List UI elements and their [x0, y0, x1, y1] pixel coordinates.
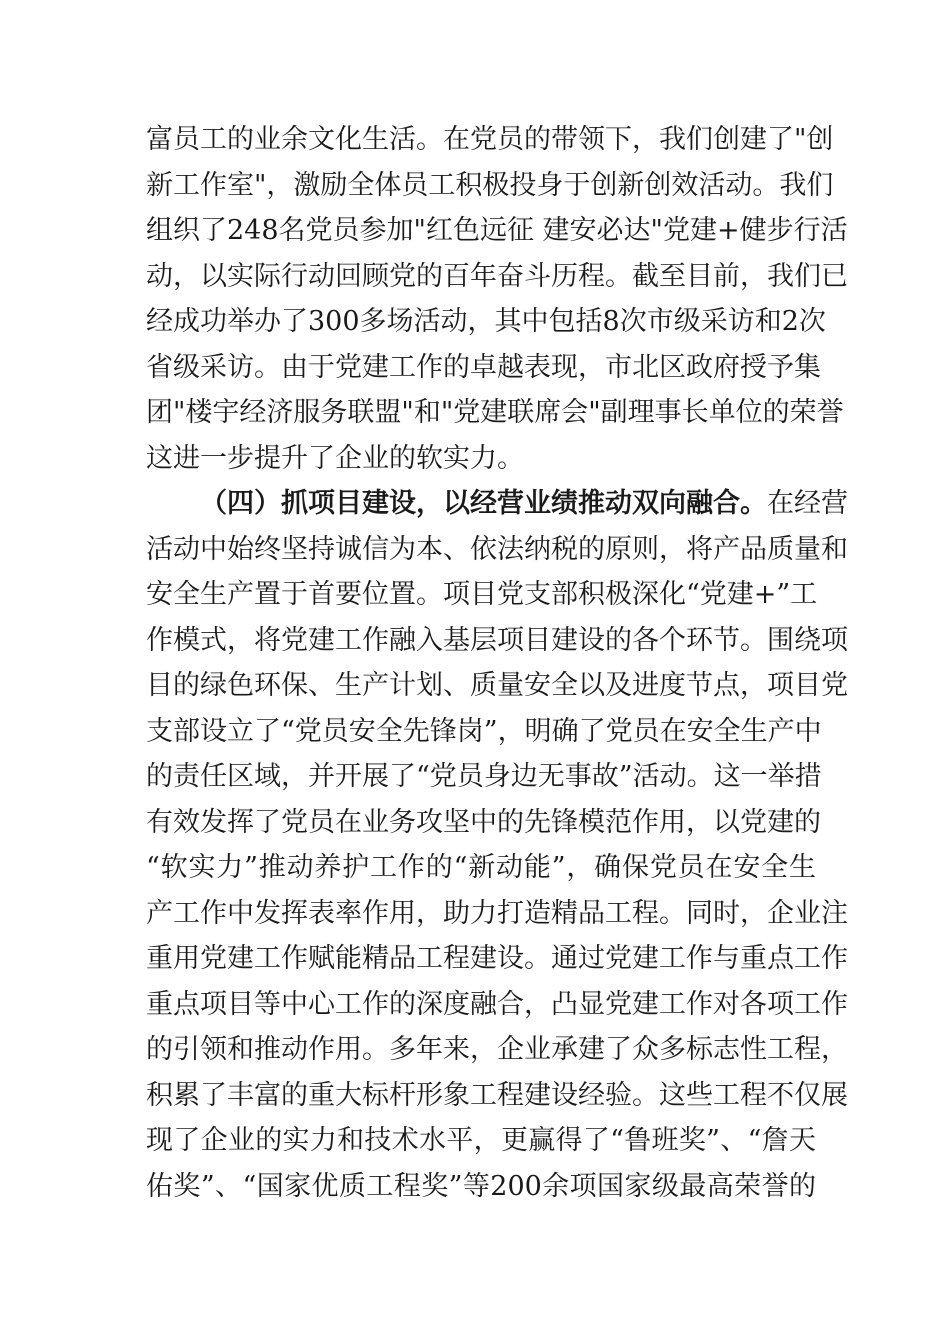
section-heading: （四）抓项目建设，以经营业绩推动双向融合。 — [200, 488, 767, 519]
paragraph-line: 的引领和推动作用。多年来，企业承建了众多标志性工程， — [146, 1034, 848, 1065]
paragraph-line: 这进一步提升了企业的软实力。 — [146, 442, 524, 474]
paragraph-line: 产工作中发挥表率作用，助力打造精品工程。同时，企业注 — [146, 897, 848, 929]
paragraph-line: 安全生产置于首要位置。项目党支部积极深化“党建+”工 — [146, 579, 818, 610]
section-four — [146, 481, 848, 1209]
section-first-line-rest: 在经营 — [767, 488, 848, 519]
paragraph-line: 组织了248名党员参加"红色远征 建安必达"党建+健步行活 — [146, 215, 848, 246]
paragraph-line: 现了企业的实力和技术水平，更赢得了“鲁班奖”、“詹天 — [146, 1125, 816, 1156]
paragraph-line: 作模式，将党建工作融入基层项目建设的各个环节。围绕项 — [146, 624, 848, 656]
paragraph-line: 经成功举办了300多场活动，其中包括8次市级采访和2次 — [146, 306, 826, 337]
paragraph-line: 佑奖”、“国家优质工程奖”等200余项国家级最高荣誉的 — [146, 1170, 816, 1202]
paragraph-line: 省级采访。由于党建工作的卓越表现，市北区政府授予集 — [146, 351, 821, 383]
section-heading-line — [146, 481, 848, 527]
paragraph-line: 有效发挥了党员在业务攻坚中的先锋模范作用，以党建的 — [146, 806, 821, 838]
paragraph-line: 团"楼宇经济服务联盟"和"党建联席会"副理事长单位的荣誉 — [146, 397, 844, 428]
paragraph-line: 的责任区域，并开展了“党员身边无事故”活动。这一举措 — [146, 761, 822, 792]
paragraph-line: 重点项目等中心工作的深度融合，凸显党建工作对各项工作 — [146, 988, 848, 1020]
paragraph-line: 支部设立了“党员安全先锋岗”，明确了党员在安全生产中 — [146, 715, 822, 747]
paragraph-line: 重用党建工作赋能精品工程建设。通过党建工作与重点工作 — [146, 943, 848, 974]
paragraph-line: 新工作室"，激励全体员工积极投身于创新创效活动。我们 — [146, 169, 834, 201]
paragraph-line: 活动中始终坚持诚信为本、依法纳税的原则，将产品质量和 — [146, 533, 848, 565]
paragraph-line: “软实力”推动养护工作的“新动能”，确保党员在安全生 — [146, 852, 816, 883]
paragraph-line: 积累了丰富的重大标杆形象工程建设经验。这些工程不仅展 — [146, 1079, 848, 1111]
paragraph-line: 动，以实际行动回顾党的百年奋斗历程。截至目前，我们已 — [146, 260, 848, 292]
paragraph-line: 目的绿色环保、生产计划、质量安全以及进度节点，项目党 — [146, 670, 848, 701]
paragraph-line: 富员工的业余文化生活。在党员的带领下，我们创建了"创 — [146, 124, 834, 155]
paragraph-continued — [146, 117, 848, 481]
